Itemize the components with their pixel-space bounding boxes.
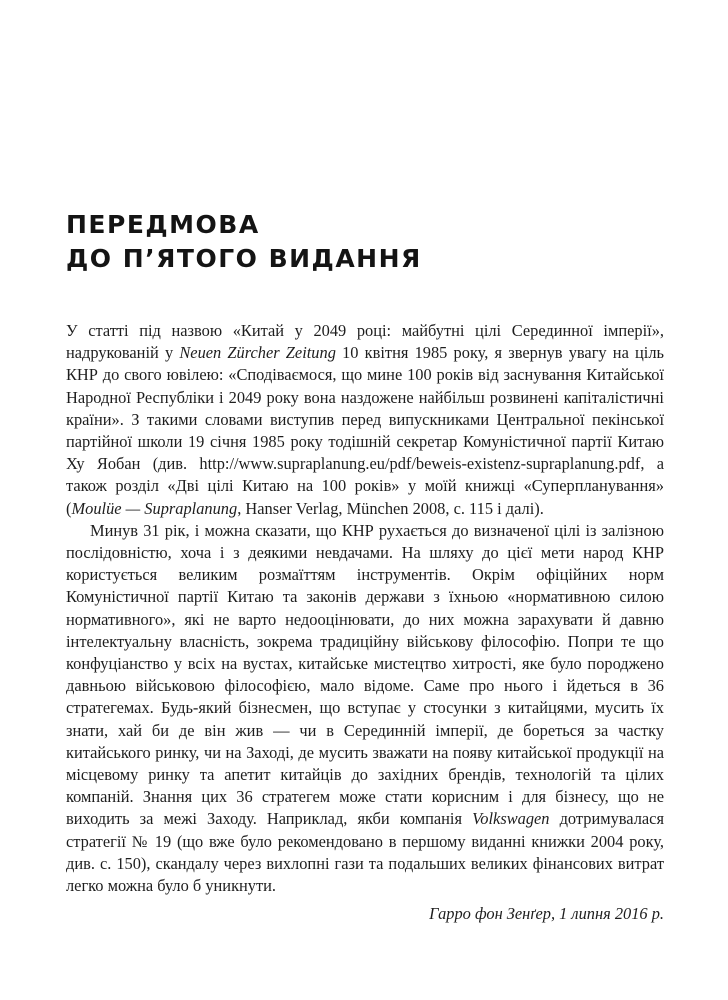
paragraph-1	[66, 320, 664, 520]
chapter-heading-line-2: ДО П’ЯТОГО ВИДАННЯ	[66, 244, 422, 273]
paragraph-1-text-b: 10 квітня 1985 року, я звернув увагу на ціль КНР до свого ювілею: «Сподіваємося, що мине 100 років від заснування Китайської Народної Республіки і 2049 року вона наздожене найбільш розвинені капіталістичні країни». З такими словами виступив перед випускниками Центральної пекінської партійної школи 19 січня 1985 року тодішній секретар Комуністичної партії Китаю Ху Яобан (див. http://www.supraplanung.eu/pdf/beweis-existenz-supraplanung.pdf, а також розділ «Дві цілі Китаю на 100 років» у моїй книжці «Суперпланування» (	[66, 343, 665, 518]
chapter-heading	[66, 208, 422, 276]
company-name: Volkswagen	[472, 809, 550, 829]
paragraph-1-text-a: У статті під назвою «Китай у 2049 році: майбутні цілі Серединної імперії», надрукованій у	[66, 321, 664, 363]
book-title: Moulüe — Supraplanung	[71, 498, 238, 518]
chapter-heading-line-1: ПЕРЕДМОВА	[66, 210, 260, 239]
paragraph-2-text-a: Минув 31 рік, і можна сказати, що КНР рухається до визначеної цілі із залізною послідовністю, хоча і з деякими невдачами. На шляху до цієї мети народ КНР користується великим розмаїттям інструментів. Окрім офіційних норм Комуністичної партії Китаю та законів держави з їхньою «нормативною силою нормативного», які не варто недооцінювати, до них можна зарахувати й давню інтелектуальну власність, зокрема традиційну військову філософію. Попри те що конфуціанство у всіх на вустах, китайське мистецтво хитрості, яке було породжено давньою військовою філософією, мало відоме. Саме про нього і йдеться в 36 стратегемах. Будь-який бізнесмен, що вступає у стосунки з китайцями, мусить їх знати, хай би де він жив — чи в Серединній імперії, де бореться за частку китайського ринку, чи на Заході, де мусить зважати на появу китайської продукції на місцевому ринку та апетит китайців до західних брендів, технологій та цілих компаній. Знання цих 36 стратегем може стати корисним і для бізнесу, що не виходить за межі Заходу. Наприклад, якби компанія	[66, 520, 664, 829]
newspaper-title: Neuen Zürcher Zeitung	[179, 343, 336, 363]
author-signature: Гарро фон Зенґер, 1 липня 2016 р.	[429, 904, 664, 924]
body-text	[66, 320, 664, 925]
paragraph-2	[66, 520, 664, 897]
paragraph-2-text-b: дотримувалася стратегії № 19 (що вже було рекомендовано в першому виданні книжки 2004 року, див. с. 150), скандалу через вихлопні гази та подальших великих фінансових витрат легко можна було б уникнути.	[66, 809, 664, 896]
paragraph-1-text-c: , Hanser Verlag, München 2008, с. 115 і далі).	[237, 498, 544, 518]
